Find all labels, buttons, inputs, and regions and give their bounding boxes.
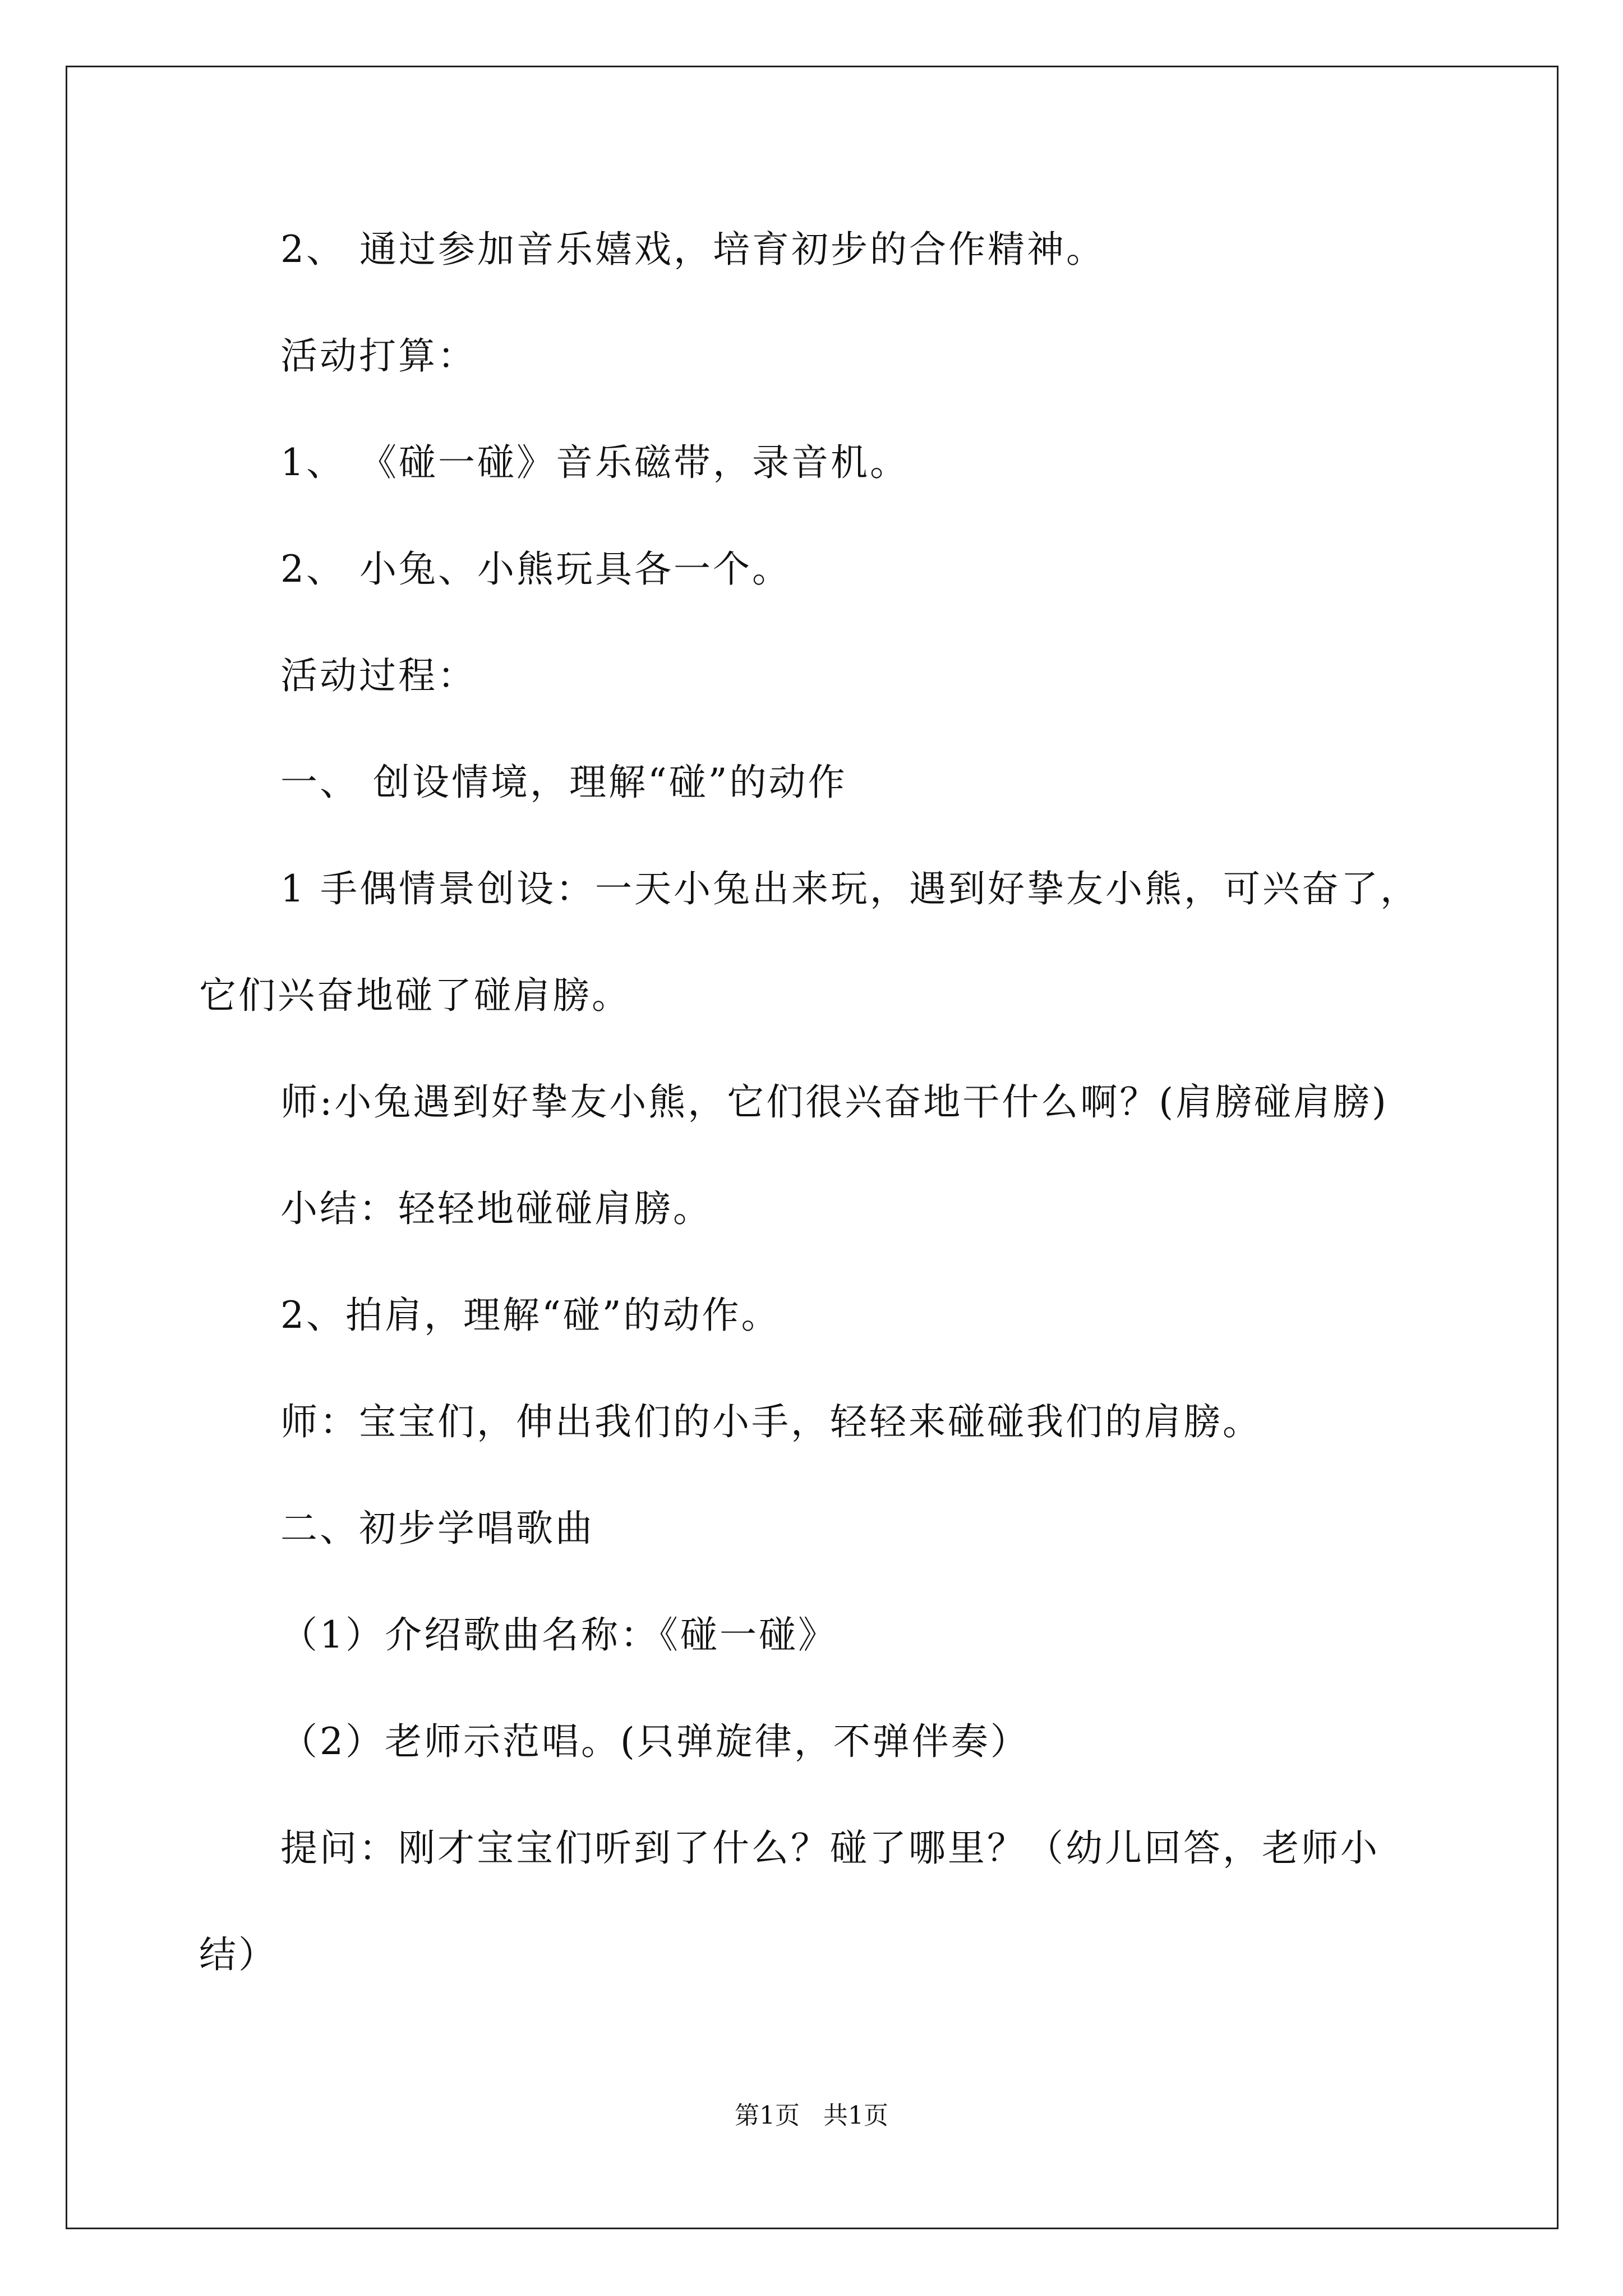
text-line: 2、拍肩，理解“碰”的动作。	[280, 1294, 781, 1337]
text-line: 活动过程：	[280, 654, 477, 697]
text-line: 1 手偶情景创设：一天小兔出来玩，遇到好挚友小熊，可兴奋了，	[280, 867, 1419, 910]
text-line: 结）	[199, 1933, 278, 1976]
page-footer: 第1页 共1页	[735, 2101, 888, 2130]
text-line: 2、 小兔、小熊玩具各一个。	[280, 547, 791, 591]
text-line: 1、 《碰一碰》音乐磁带，录音机。	[280, 441, 909, 484]
text-line: 2、 通过参加音乐嬉戏，培育初步的合作精神。	[280, 228, 1105, 271]
text-line: （2）老师示范唱。(只弹旋律，不弹伴奏）	[280, 1720, 1030, 1763]
text-line: 师:小兔遇到好挚友小熊，它们很兴奋地干什么啊？(肩膀碰肩膀)	[280, 1080, 1389, 1124]
text-line: 活动打算：	[280, 334, 477, 378]
page-border	[66, 66, 1559, 2229]
text-line: 一、 创设情境，理解“碰”的动作	[280, 761, 847, 804]
text-line: 提问：刚才宝宝们听到了什么？碰了哪里？（幼儿回答，老师小	[280, 1826, 1380, 1870]
text-line: 二、初步学唱歌曲	[280, 1507, 594, 1550]
text-line: 它们兴奋地碰了碰肩膀。	[199, 974, 631, 1017]
text-line: 小结：轻轻地碰碰肩膀。	[280, 1187, 712, 1230]
text-line: 师：宝宝们，伸出我们的小手，轻轻来碰碰我们的肩膀。	[280, 1400, 1262, 1443]
text-line: （1）介绍歌曲名称：《碰一碰》	[280, 1613, 837, 1657]
